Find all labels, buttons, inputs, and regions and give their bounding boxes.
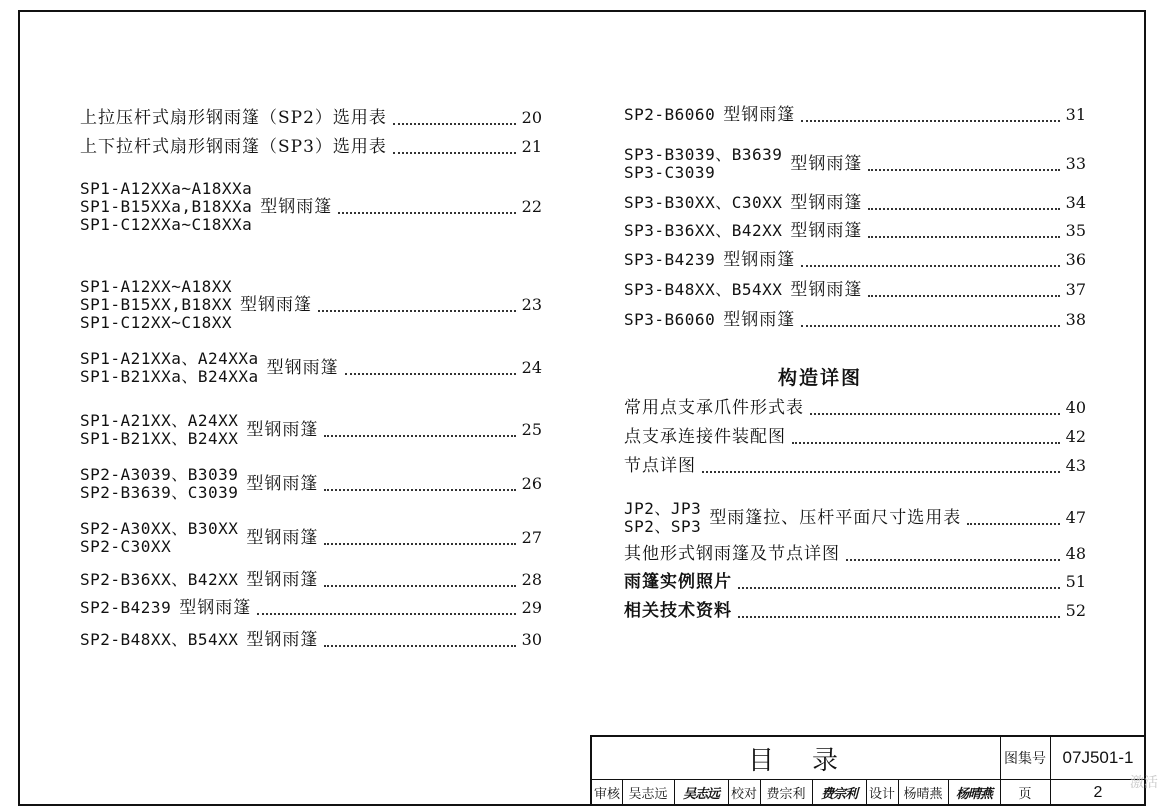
- toc-page-number: 26: [521, 474, 542, 493]
- toc-entry-codes: [624, 222, 782, 240]
- sheet-title: 目 录: [747, 745, 844, 776]
- page-number: 2: [1093, 783, 1103, 801]
- toc-entry: [624, 601, 1086, 621]
- toc-page-number: 20: [521, 108, 542, 127]
- toc-code: JP2、JP3: [624, 499, 702, 518]
- dot-leader: [801, 325, 1060, 327]
- dot-leader: [868, 208, 1060, 210]
- toc-entry-codes: [624, 194, 782, 212]
- toc-entry-title: 型钢雨篷: [246, 420, 319, 440]
- toc-page-number: 52: [1065, 601, 1086, 620]
- toc-code: SP2-A30XX、B30XX: [80, 519, 239, 538]
- dot-leader: [324, 585, 516, 587]
- toc-entry-codes: [80, 278, 232, 332]
- toc-code: SP1-B21XX、B24XX: [80, 429, 239, 448]
- dot-leader: [738, 587, 1060, 589]
- toc-entry-title: 型钢雨篷: [179, 598, 252, 618]
- toc-page-number: 37: [1065, 280, 1086, 299]
- toc-page-number: 29: [521, 598, 542, 617]
- toc-entry-title: 型雨篷拉、压杆平面尺寸选用表: [709, 508, 962, 528]
- toc-entry: [80, 108, 542, 128]
- toc-entry: [80, 180, 542, 234]
- toc-page-number: 27: [521, 528, 542, 547]
- toc-code: SP1-A21XXa、A24XXa: [80, 349, 259, 368]
- toc-page-number: 23: [521, 295, 542, 314]
- toc-entry-title: 相关技术资料: [624, 601, 732, 621]
- dot-leader: [868, 295, 1060, 297]
- toc-entry-codes: [624, 281, 782, 299]
- toc-entry-title: 其他形式钢雨篷及节点详图: [624, 544, 840, 564]
- toc-entry-title: 型钢雨篷: [790, 154, 863, 174]
- toc-entry: [624, 280, 1086, 300]
- toc-code: SP2-B4239: [80, 598, 172, 617]
- toc-entry-codes: [80, 571, 238, 589]
- toc-entry: [80, 570, 542, 590]
- dot-leader: [257, 613, 516, 615]
- toc-page-number: 28: [521, 570, 542, 589]
- toc-entry: [624, 146, 1086, 182]
- toc-page-number: 22: [521, 197, 542, 216]
- dot-leader: [868, 236, 1060, 238]
- toc-entry-title: 点支承连接件装配图: [624, 427, 786, 447]
- designer-signature: 杨晴燕: [955, 787, 992, 802]
- check-label: 校对: [730, 787, 757, 802]
- toc-entry-title: 型钢雨篷: [240, 295, 312, 315]
- toc-entry-codes: [624, 146, 782, 182]
- toc-entry-codes: [80, 466, 238, 502]
- title-block: [590, 735, 1146, 806]
- toc-entry-title: 型钢雨篷: [266, 358, 339, 378]
- toc-entry: [624, 221, 1086, 241]
- toc-entry-title: 型钢雨篷: [723, 310, 796, 330]
- toc-entry: [624, 500, 1086, 536]
- toc-entry: [624, 456, 1086, 476]
- toc-page-number: 34: [1065, 193, 1086, 212]
- toc-entry-title: 型钢雨篷: [246, 570, 319, 590]
- section-heading: 构造详图: [777, 367, 862, 389]
- toc-page-number: 24: [521, 358, 542, 377]
- toc-page-number: 35: [1065, 221, 1086, 240]
- toc-entry: [624, 310, 1086, 330]
- toc-code: SP3-B36XX、B42XX: [624, 221, 783, 240]
- reviewer-name: 吴志远: [628, 787, 668, 802]
- toc-code: SP2-B48XX、B54XX: [80, 630, 239, 649]
- toc-entry-codes: [624, 311, 715, 329]
- toc-entry-title: 型钢雨篷: [723, 250, 796, 270]
- dot-leader: [393, 123, 516, 125]
- toc-entry-title: 型钢雨篷: [260, 197, 333, 217]
- dot-leader: [810, 413, 1060, 415]
- toc-entry-title: 型钢雨篷: [246, 474, 319, 494]
- dot-leader: [801, 265, 1060, 267]
- toc-code: SP1-B15XX,B18XX: [80, 295, 232, 314]
- atlas-number: 07J501-1: [1062, 748, 1134, 767]
- toc-code: SP1-A12XXa~A18XXa: [80, 179, 253, 198]
- toc-code: SP2-C30XX: [80, 537, 172, 556]
- dot-leader: [702, 471, 1060, 473]
- toc-code: SP1-B15XXa,B18XXa: [80, 197, 253, 216]
- toc-code: SP1-B21XXa、B24XXa: [80, 367, 259, 386]
- design-label: 设计: [868, 787, 895, 802]
- toc-entry: [80, 412, 542, 448]
- dot-leader: [393, 152, 516, 154]
- toc-entry: [624, 572, 1086, 592]
- toc-entry-codes: [80, 412, 238, 448]
- toc-page-number: 51: [1065, 572, 1086, 591]
- toc-page-number: 25: [521, 420, 542, 439]
- checker-signature: 费宗利: [820, 787, 857, 802]
- toc-page-number: 38: [1065, 310, 1086, 329]
- toc-page-number: 31: [1065, 105, 1086, 124]
- toc-code: SP1-A21XX、A24XX: [80, 411, 239, 430]
- toc-entry: [80, 466, 542, 502]
- dot-leader: [967, 523, 1060, 525]
- toc-code: SP2-B3639、C3039: [80, 483, 239, 502]
- dot-leader: [318, 310, 516, 312]
- toc-entry: [80, 520, 542, 556]
- toc-code: SP3-B3039、B3639: [624, 145, 783, 164]
- toc-entry-title: 上下拉杆式扇形钢雨篷（SP3）选用表: [80, 137, 387, 157]
- dot-leader: [324, 645, 516, 647]
- toc-entry-codes: [80, 180, 252, 234]
- toc-entry-codes: [80, 631, 238, 649]
- toc-page-number: 33: [1065, 154, 1086, 173]
- toc-page-number: 30: [521, 630, 542, 649]
- toc-entry-codes: [624, 106, 715, 124]
- toc-entry-codes: [80, 599, 171, 617]
- watermark-text: 激活: [1130, 775, 1158, 791]
- toc-code: SP3-B6060: [624, 310, 716, 329]
- toc-page-number: 47: [1065, 508, 1086, 527]
- page-label: 页: [1018, 787, 1032, 802]
- dot-leader: [868, 169, 1060, 171]
- toc-entry-title: 型钢雨篷: [790, 221, 863, 241]
- toc-entry: [624, 105, 1086, 125]
- toc-entry: [80, 630, 542, 650]
- toc-code: SP3-C3039: [624, 163, 716, 182]
- toc-code: SP3-B48XX、B54XX: [624, 280, 783, 299]
- toc-page-number: 48: [1065, 544, 1086, 563]
- toc-code: SP2-A3039、B3039: [80, 465, 239, 484]
- toc-page-number: 40: [1065, 398, 1086, 417]
- dot-leader: [345, 373, 516, 375]
- toc-code: SP2-B36XX、B42XX: [80, 570, 239, 589]
- toc-entry: [624, 544, 1086, 564]
- toc-entry-title: 上拉压杆式扇形钢雨篷（SP2）选用表: [80, 108, 387, 128]
- toc-entry: [80, 137, 542, 157]
- dot-leader: [738, 616, 1060, 618]
- toc-entry: [624, 427, 1086, 447]
- toc-entry-title: 节点详图: [624, 456, 696, 476]
- designer-name: 杨晴燕: [903, 787, 943, 802]
- toc-page-number: 36: [1065, 250, 1086, 269]
- toc-code: SP1-A12XX~A18XX: [80, 277, 232, 296]
- review-label: 审核: [593, 787, 620, 802]
- dot-leader: [324, 543, 516, 545]
- dot-leader: [801, 120, 1060, 122]
- toc-code: SP2-B6060: [624, 105, 716, 124]
- atlas-number-label: 图集号: [1004, 751, 1046, 767]
- toc-entry-codes: [624, 500, 701, 536]
- dot-leader: [792, 442, 1060, 444]
- reviewer-signature: 吴志远: [682, 787, 719, 802]
- toc-entry: [624, 250, 1086, 270]
- dot-leader: [324, 489, 516, 491]
- toc-entry: [80, 350, 542, 386]
- toc-code: SP3-B30XX、C30XX: [624, 193, 783, 212]
- toc-entry: [80, 598, 542, 618]
- toc-page-number: 43: [1065, 456, 1086, 475]
- toc-page-number: 42: [1065, 427, 1086, 446]
- toc-code: SP1-C12XX~C18XX: [80, 313, 232, 332]
- toc-entry-title: 型钢雨篷: [246, 528, 319, 548]
- toc-code: SP1-C12XXa~C18XXa: [80, 215, 253, 234]
- toc-entry-codes: [624, 251, 715, 269]
- toc-entry-title: 型钢雨篷: [723, 105, 796, 125]
- dot-leader: [324, 435, 516, 437]
- toc-entry-title: 型钢雨篷: [790, 280, 863, 300]
- toc-entry-title: 常用点支承爪件形式表: [624, 398, 804, 418]
- toc-code: SP2、SP3: [624, 517, 702, 536]
- toc-page-number: 21: [521, 137, 542, 156]
- toc-code: SP3-B4239: [624, 250, 716, 269]
- dot-leader: [338, 212, 516, 214]
- toc-entry-codes: [80, 350, 259, 386]
- toc-entry-title: 型钢雨篷: [790, 193, 863, 213]
- dot-leader: [846, 559, 1060, 561]
- toc-entry-codes: [80, 520, 238, 556]
- toc-entry-title: 雨篷实例照片: [624, 572, 732, 592]
- toc-entry: [80, 278, 542, 332]
- toc-entry-title: 型钢雨篷: [246, 630, 319, 650]
- checker-name: 费宗利: [766, 787, 806, 802]
- toc-entry: [624, 398, 1086, 418]
- toc-entry: [624, 193, 1086, 213]
